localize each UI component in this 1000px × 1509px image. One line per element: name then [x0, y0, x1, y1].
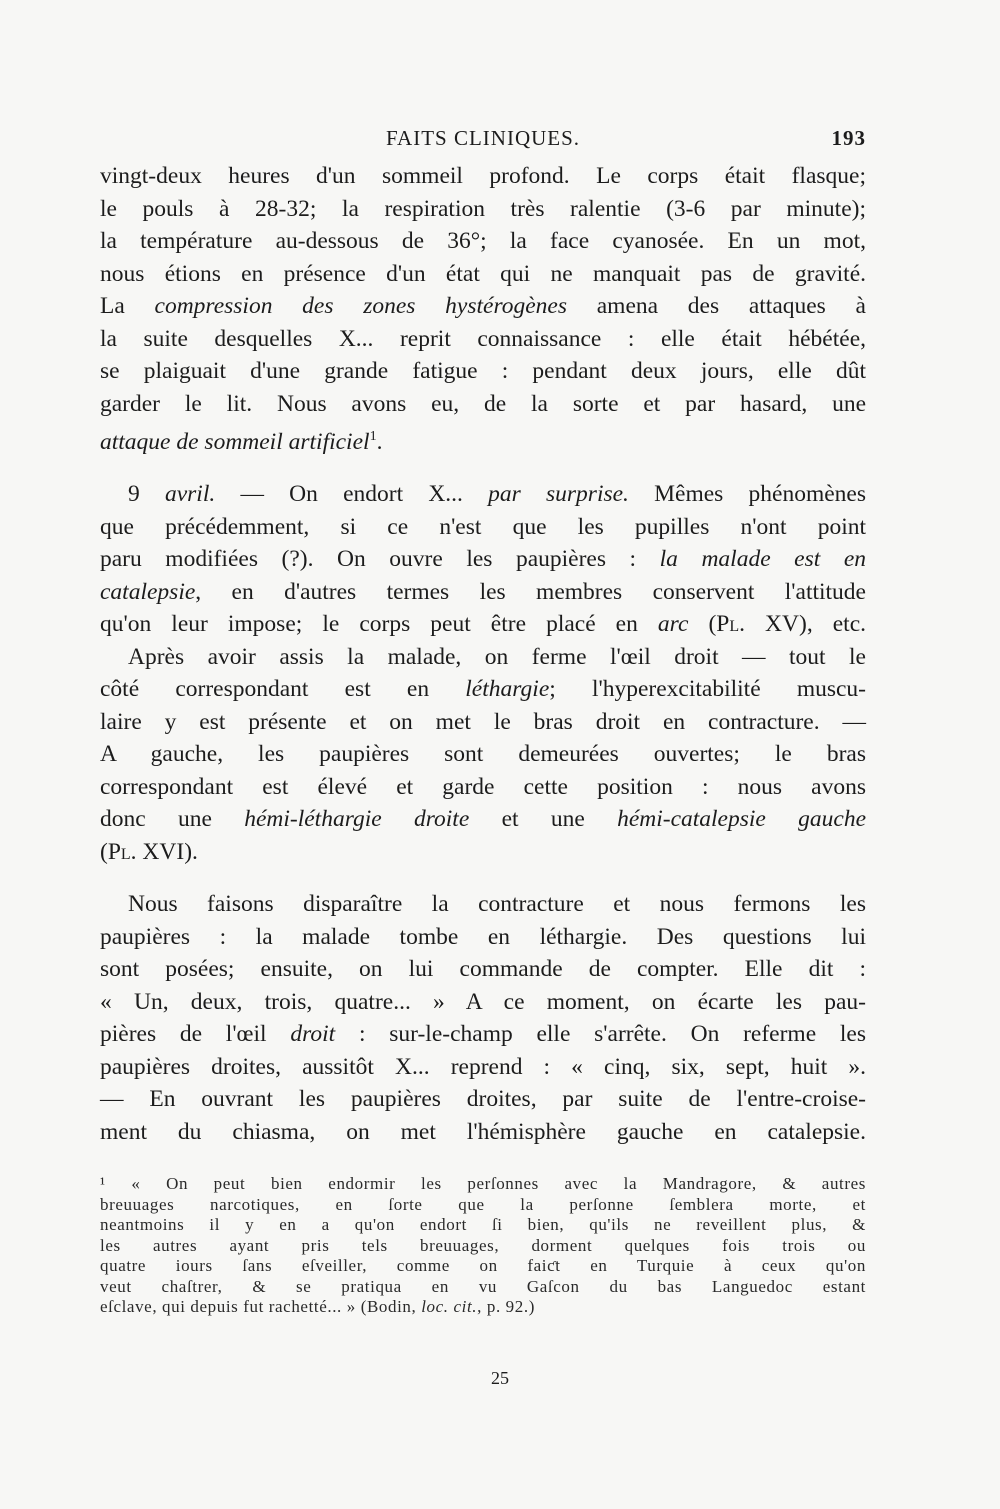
text-line: attaque de sommeil artificiel$^1$.	[100, 428, 383, 455]
paragraph-2	[100, 290, 866, 458]
running-title: FAITS CLINIQUES.	[385, 126, 581, 150]
text-line: A gauche, les paupières sont demeurées ouvertes; le bras	[100, 741, 866, 768]
text-line: 9 avril. — On endort X... par surprise. Mêmes phénomènes	[128, 481, 867, 508]
paragraph-5	[100, 888, 866, 1148]
footnote-line: les autres ayant pris tels breuuages, dorment quelques fois trois ou	[100, 1235, 866, 1255]
footnote-ref: 1	[369, 428, 377, 444]
text-line: (Pl. XVI).	[100, 838, 198, 865]
text-line: Après avoir assis la malade, on ferme l'œil droit — tout le	[128, 643, 866, 670]
text-line: « Un, deux, trois, quatre... » A ce moment, on écarte les pau-	[100, 988, 866, 1015]
text-line: vingt-deux heures d'un sommeil profond. Le corps était flasque;	[100, 163, 866, 189]
signature-mark: 25	[491, 1368, 509, 1388]
text-line: paru modifiées (?). On ouvre les paupières : la malade est en	[100, 546, 866, 573]
italic-term: attaque de sommeil artificiel	[100, 428, 370, 455]
footnote-line: ¹ « On peut bien endormir les perſonnes avec la Mandragore, & autres	[100, 1174, 866, 1194]
text-line: que précédemment, si ce n'est que les pupilles n'ont point	[100, 513, 866, 540]
text-line: garder le lit. Nous avons eu, de la sorte et par hasard, une	[100, 390, 866, 417]
text-line: pières de l'œil droit : sur-le-champ elle s'arrête. On referme les	[100, 1021, 866, 1048]
page	[100, 120, 866, 1318]
italic-term: compression des zones hystérogènes	[154, 293, 567, 319]
text-line: — En ouvrant les paupières droites, par suite de l'entre-croise-	[100, 1086, 866, 1113]
paragraph-4	[100, 641, 866, 869]
footnote	[100, 1174, 866, 1318]
text-line: Nous faisons disparaître la contracture et nous fermons les	[128, 891, 866, 918]
text-line: se plaiguait d'une grande fatigue : pendant deux jours, elle dût	[100, 358, 866, 384]
text-line: le pouls à 28-32; la respiration très ralentie (3-6 par minute);	[100, 195, 866, 222]
footnote-line: neantmoins il y en a qu'on endort ſi bien, qu'ils ne reveillent plus, &	[100, 1215, 866, 1235]
text-line: correspondant est élevé et garde cette position : nous avons	[100, 773, 866, 800]
text-line: qu'on leur impose; le corps peut être placé en arc (Pl. XV), etc.	[100, 611, 867, 638]
text-line: La compression des zones hystérogènes amena des attaques à	[100, 293, 866, 319]
text-line: laire y est présente et on met le bras droit en contracture. —	[100, 708, 866, 735]
paragraph-1	[100, 160, 866, 290]
footnote-line: veut chaſtrer, & se pratiqua en vu Gaſcon du bas Languedoc estant	[100, 1276, 866, 1296]
footnote-line: breuuages narcotiques, en ſorte que la perſonne ſemblera morte, et	[100, 1194, 866, 1214]
text-line: nous étions en présence d'un état qui ne manquait pas de gravité.	[100, 260, 866, 287]
text-line: paupières droites, aussitôt X... reprend : « cinq, six, sept, huit ».	[100, 1053, 866, 1080]
text-line: sont posées; ensuite, on lui commande de compter. Elle dit :	[100, 956, 866, 983]
page-number: 193	[831, 126, 866, 150]
text-line: donc une hémi-léthargie droite et une hémi-catalepsie gauche	[100, 806, 867, 833]
body-text	[100, 160, 866, 1148]
paragraph-3	[100, 478, 866, 641]
text-line: paupières : la malade tombe en léthargie. Des questions lui	[100, 923, 866, 950]
running-head	[100, 120, 866, 160]
text-line: la suite desquelles X... reprit connaissance : elle était hébétée,	[100, 325, 866, 352]
footnote-line: eſclave, qui depuis fut rachetté... » (Bodin, loc. cit., p. 92.)	[100, 1297, 535, 1317]
text-line: la température au-dessous de 36°; la face cyanosée. En un mot,	[100, 228, 866, 254]
footnote-line: quatre iours ſans eſveiller, comme on faiƈt en Turquie à ceux qu'on	[100, 1256, 866, 1276]
text-line: côté correspondant est en léthargie; l'hyperexcitabilité muscu-	[100, 676, 867, 703]
text-line: catalepsie, en d'autres termes les membres conservent l'attitude	[100, 578, 866, 605]
text-line: ment du chiasma, on met l'hémisphère gauche en catalepsie.	[100, 1118, 866, 1145]
